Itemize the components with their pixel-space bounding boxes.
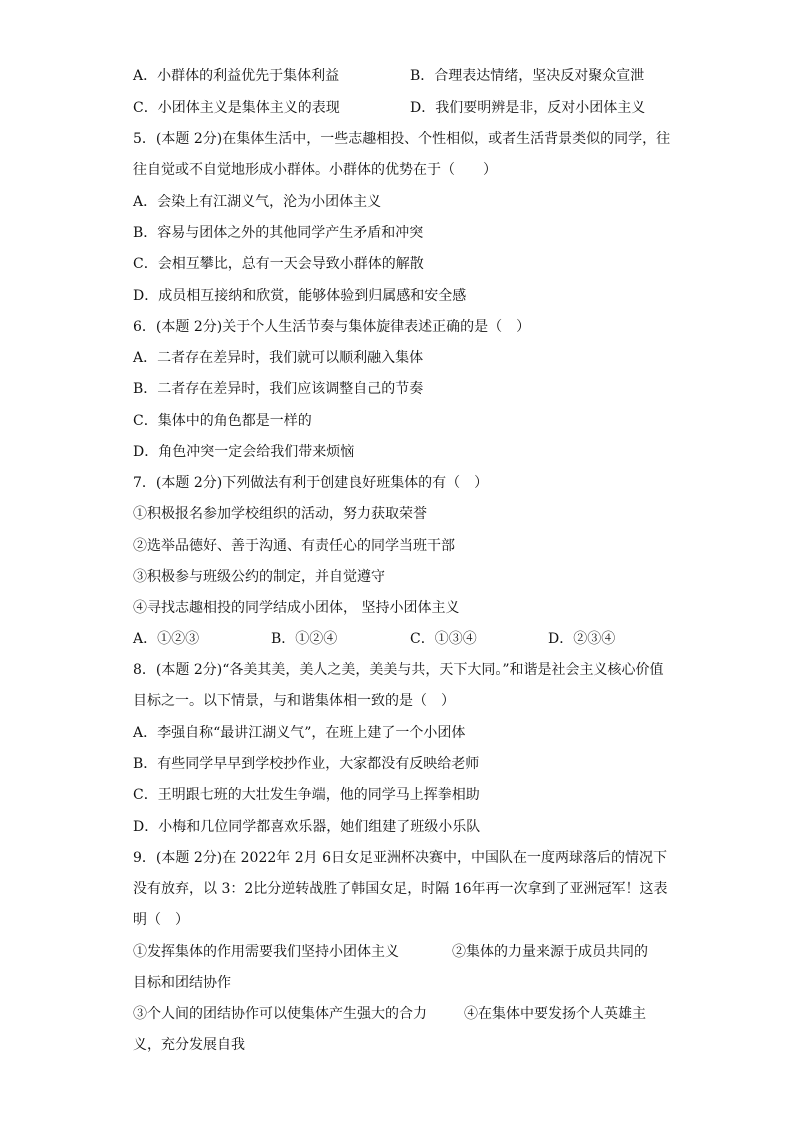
q6-option-b: B．二者存在差异时，我们应该调整自己的节奏 [133,381,424,397]
q5-option-c: C．会相互攀比，总有一天会导致小群体的解散 [133,256,424,272]
q4-option-a: A．小群体的利益优先于集体利益 [133,68,340,84]
q8-option-c: C．王明跟七班的大壮发生争端，他的同学马上挥拳相助 [133,787,480,803]
q7-stem: 7．(本题 2分)下列做法有利于创建良好班集体的有（ ） [133,475,489,491]
q8-stem-line1: 8．(本题 2分)“各美其美，美人之美，美美与共，天下大同。”和谐是社会主义核心价值 [133,662,664,678]
q9-stem-line2: 没有放弃，以 3：2比分逆转战胜了韩国女足，时隔 16年再一次拿到了亚洲冠军！这表 [133,881,668,897]
q7-statement-4: ④寻找志趣相投的同学结成小团体， 坚持小团体主义 [133,600,460,616]
q8-stem-line2: 目标之一。以下情景，与和谐集体相一致的是（ ） [133,693,455,709]
q9-statement-4-line2: 义，充分发展自我 [133,1037,245,1053]
q9-statement-2-line2: 目标和团结协作 [133,975,231,991]
q7-statement-3: ③积极参与班级公约的制定，并自觉遵守 [133,569,385,585]
q6-option-a: A．二者存在差异时，我们就可以顺利融入集体 [133,350,424,366]
q5-stem-line2: 往自觉或不自觉地形成小群体。小群体的优势在于（ ） [133,162,497,178]
q9-statement-4-line1: ④在集体中要发扬个人英雄主 [464,1006,646,1022]
q7-option-a: A．①②③ [133,631,200,647]
q4-option-d: D．我们要明辨是非，反对小团体主义 [410,100,646,116]
q7-option-c: C．①③④ [410,631,477,647]
q5-stem-line1: 5．(本题 2分)在集体生活中，一些志趣相投、个性相似，或者生活背景类似的同学，往 [133,131,671,147]
q9-statement-3: ③个人间的团结协作可以使集体产生强大的合力 [133,1006,427,1022]
q6-stem: 6．(本题 2分)关于个人生活节奏与集体旋律表述正确的是（ ） [133,319,531,335]
q4-option-c: C．小团体主义是集体主义的表现 [133,100,340,116]
q6-option-d: D．角色冲突一定会给我们带来烦恼 [133,444,355,460]
q9-stem-line1: 9．(本题 2分)在 2022年 2月 6日女足亚洲杯决赛中，中国队在一度两球落后的情况下 [133,850,667,866]
q7-option-b: B．①②④ [271,631,338,647]
q9-stem-line3: 明（ ） [133,912,189,928]
q6-option-c: C．集体中的角色都是一样的 [133,413,312,429]
q7-option-d: D．②③④ [548,631,616,647]
q5-option-d: D．成员相互接纳和欣赏，能够体验到归属感和安全感 [133,288,467,304]
q4-option-b: B．合理表达情绪，坚决反对聚众宣泄 [410,68,645,84]
q9-statement-2-line1: ②集体的力量来源于成员共同的 [452,944,648,960]
q9-statement-1: ①发挥集体的作用需要我们坚持小团体主义 [133,944,399,960]
q5-option-b: B．容易与团体之外的其他同学产生矛盾和冲突 [133,225,424,241]
q7-statement-1: ①积极报名参加学校组织的活动，努力获取荣誉 [133,506,427,522]
q5-option-a: A．会染上有江湖义气，沦为小团体主义 [133,194,382,210]
q8-option-b: B．有些同学早早到学校抄作业，大家都没有反映给老师 [133,756,480,772]
q8-option-a: A．李强自称“最讲江湖义气”，在班上建了一个小团体 [133,725,466,741]
q7-statement-2: ②选举品德好、善于沟通、有责任心的同学当班干部 [133,538,455,554]
q8-option-d: D．小梅和几位同学都喜欢乐器，她们组建了班级小乐队 [133,819,481,835]
